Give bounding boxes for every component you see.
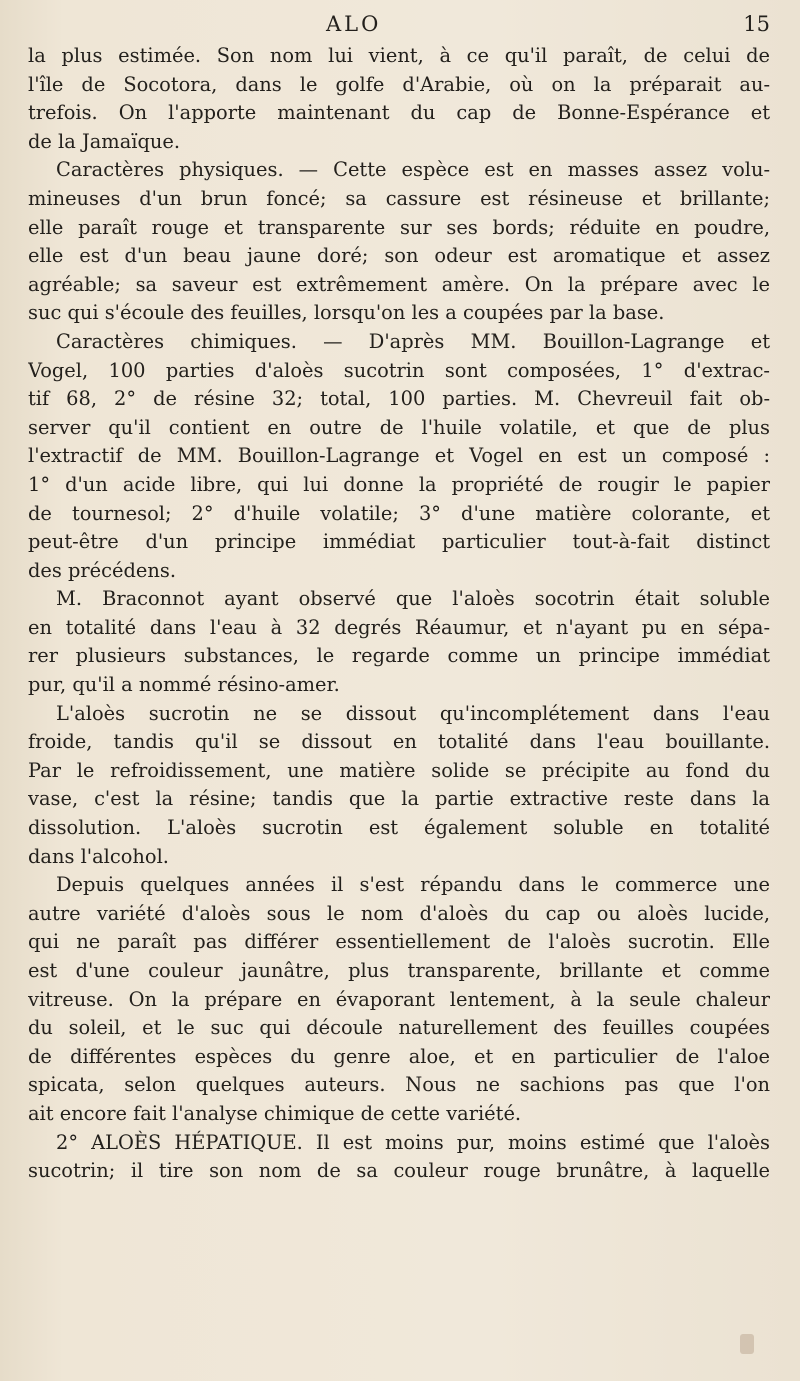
paragraph [28,328,770,585]
text-line: Caractères chimiques. — D'après MM. Bouillon-Lagrange et [56,329,770,353]
text-line: mineuses d'un brun foncé; sa cassure est résineuse et brillante; [28,186,770,210]
text-line: agréable; sa saveur est extrêmement amère. On la prépare avec le [28,272,770,296]
text-line: autre variété d'aloès sous le nom d'aloès du cap ou aloès lucide, [28,901,770,925]
text-line: elle paraît rouge et transparente sur ses bords; réduite en poudre, [28,215,770,239]
text-line: qui ne paraît pas différer essentiellement de l'aloès sucrotin. Elle [28,930,770,954]
page-number: 15 [743,12,770,36]
text-line: tif 68, 2° de résine 32; total, 100 parties. M. Chevreuil fait ob- [28,387,770,411]
paragraph [28,156,770,328]
text-line: de tournesol; 2° d'huile volatile; 3° d'une matière colorante, et [28,501,770,525]
text-line: rer plusieurs substances, le regarde comme un principe immédiat [28,644,770,668]
text-line: Caractères physiques. — Cette espèce est en masses assez volu- [56,158,770,182]
paragraph [28,585,770,699]
running-title: ALO [326,12,382,36]
page-header [270,12,770,40]
text-line: Vogel, 100 parties d'aloès sucotrin sont composées, 1° d'extrac- [28,358,770,382]
text-line: la plus estimée. Son nom lui vient, à ce qu'il paraît, de celui de [28,44,770,67]
text-line: des précédens. [28,558,176,582]
text-line: M. Braconnot ayant observé que l'aloès socotrin était soluble [56,587,770,611]
text-line: froide, tandis qu'il se dissout en totalité dans l'eau bouillante. [28,730,770,754]
text-line: Depuis quelques années il s'est répandu dans le commerce une [56,873,770,897]
text-line: dissolution. L'aloès sucrotin est également soluble en totalité [28,816,770,840]
text-line: Par le refroidissement, une matière solide se précipite au fond du [28,758,770,782]
text-line: est d'une couleur jaunâtre, plus transparente, brillante et comme [28,959,770,982]
text-line: trefois. On l'apporte maintenant du cap de Bonne-Espérance et [28,101,770,125]
paragraph [28,42,770,156]
text-line: spicata, selon quelques auteurs. Nous ne sachions pas que l'on [28,1073,770,1097]
text-line: vase, c'est la résine; tandis que la partie extractive reste dans la [28,787,770,811]
text-line: de différentes espèces du genre aloe, et en particulier de l'aloe [28,1044,770,1068]
text-line: sucotrin; il tire son nom de sa couleur rouge brunâtre, à laquelle [28,1159,770,1183]
text-line: l'extractif de MM. Bouillon-Lagrange et Vogel en est un composé : [28,444,770,468]
text-line: en totalité dans l'eau à 32 degrés Réaumur, et n'ayant pu en sépa- [28,615,770,639]
paragraph [28,1129,770,1186]
paragraph [28,871,770,1128]
text-line: du soleil, et le suc qui découle naturellement des feuilles coupées [28,1016,770,1040]
text-line: suc qui s'écoule des feuilles, lorsqu'on les a coupées par la base. [28,301,665,325]
ink-smudge [740,1334,754,1354]
text-line: 2° ALOÈS HÉPATIQUE. Il est moins pur, moins estimé que l'aloès [56,1130,770,1154]
text-line: L'aloès sucrotin ne se dissout qu'incomplétement dans l'eau [56,701,770,725]
text-line: l'île de Socotora, dans le golfe d'Arabie, où on la préparait au- [28,72,770,96]
paragraph [28,700,770,872]
text-line: elle est d'un beau jaune doré; son odeur est aromatique et assez [28,244,770,268]
text-line: server qu'il contient en outre de l'huile volatile, et que de plus [28,415,770,439]
text-line: peut-être d'un principe immédiat particulier tout-à-fait distinct [28,530,770,554]
text-line: de la Jamaïque. [28,129,181,153]
text-line: vitreuse. On la prépare en évaporant lentement, à la seule chaleur [28,987,770,1011]
body-text [28,42,770,1186]
text-line: pur, qu'il a nommé résino-amer. [28,673,340,697]
text-line: 1° d'un acide libre, qui lui donne la propriété de rougir le papier [28,472,770,496]
text-line: dans l'alcohol. [28,844,169,868]
text-line: ait encore fait l'analyse chimique de cette variété. [28,1101,522,1125]
